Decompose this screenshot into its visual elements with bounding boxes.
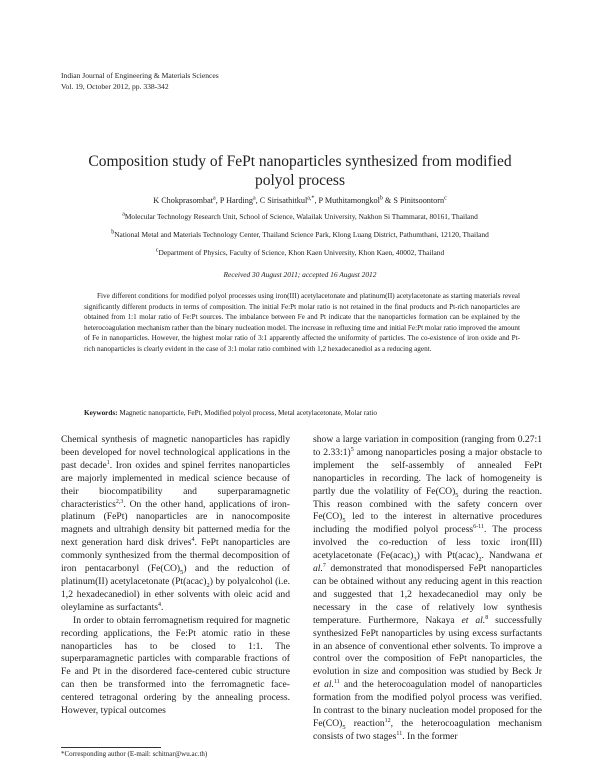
affiliation-b: [30, 229, 570, 240]
author: C Sirisathitkul: [259, 196, 308, 205]
author-mark: b: [379, 195, 383, 202]
body-paragraph: Chemical synthesis of magnetic nanoparticles has rapidly been developed for novel technological applications in the past decade$^1$. Iron oxides and spinel ferrites nanoparticles are majorly implemented in medical science because of their biocompatibility and superparamagnetic characteristics$^{2,3}$. On the other hand, applications of iron-platinum (FePt) nanoparticles are in nanocomposite magnets and ultrahigh density bit patterned media for the next generation hard disk drives$^4$. FePt nanoparticles are commonly synthesized from the thermal decomposition of iron pentacarbonyl $(Fe(CO)_5)$ and the reduction of platinum(II) acetylacetonate $(Pt(acac)_2)$ by polyalcohol (i.e. 1,2 hexadecanediol) in ether solvents with oleic acid and oleylamine as surfactants$^4$.: [61, 434, 290, 613]
author: K Chokprasombat: [153, 196, 214, 205]
journal-name: Indian Journal of Engineering & Materials Sciences: [61, 71, 219, 80]
affiliation-text: National Metal and Materials Technology Center, Thailand Science Park, Klong Luang District, Pathumthani, 12120, Thailand: [114, 230, 489, 239]
affiliation-text: Department of Physics, Faculty of Science, Khon Kaen University, Khon Kaen, 40002, Thailand: [158, 248, 445, 257]
author: S Pinitsoontorn: [393, 196, 445, 205]
keywords-text: Magnetic nanoparticle, FePt, Modified polyol process, Metal acetylacetonate, Molar ratio: [119, 409, 378, 417]
author-mark: a: [213, 195, 216, 202]
body-column-right: [313, 434, 542, 744]
journal-volume: Vol. 19, October 2012, pp. 338-342: [61, 82, 169, 91]
journal-header: [61, 70, 219, 92]
author: P Muthitamongkol: [318, 196, 380, 205]
corresponding-author-footnote: *Corresponding author (E-mail: schitnar@wu.ac.th): [61, 750, 208, 758]
affiliation-mark: c: [155, 247, 159, 254]
received-dates: Received 30 August 2011; accepted 16 August 2012: [223, 270, 377, 279]
affiliation-mark: a: [122, 211, 125, 218]
affiliation-c: [30, 247, 570, 258]
keywords-label: Keywords:: [84, 409, 118, 417]
footnote-divider: [61, 747, 161, 748]
title-line-2: polyol process: [255, 172, 345, 189]
body-paragraph: show a large variation in composition (ranging from 0.27:1 to 2.33:1)$^5$ among nanoparticles posing a major obstacle to implement the self-assembly of annealed FePt nanoparticles in recording. The lack of homogeneity is partly due the volatility of $Fe(CO)_5$ during the reaction. This reason combined with the safety concern over $Fe(CO)_5$ led to the interest in alternative procedures including the modified polyol process$^{6-11}$. The process involved the co-reduction of less toxic iron(III) acetylacetonate $(Fe(acac)_3)$ with $Pt(acac)_2$. Nandwana et al.$^7$ demonstrated that monodispersed FePt nanoparticles can be obtained without any reducing agent in this reaction and suggested that 1,2 hexadecanediol may only be necessary in the case of relatively low synthesis temperature. Furthermore, Nakaya et al.$^8$ successfully synthesized FePt nanoparticles by using excess surfactants in an absence of conventional ether solvents. To improve a control over the composition of FePt nanoparticles, the evolution in size and composition was studied by Beck Jr et al.$^{11}$ and the heterocoagulation model of nanoparticles formation from the modified polyol process was verified. In contrast to the binary nucleation model proposed for the $Fe(CO)_5$ reaction$^{12}$, the heterocoagulation mechanism consists of two stages$^{11}$. In the former: [313, 434, 543, 742]
author-list: K Chokprasombat$^a$, P Harding$^a$, C Sirisathitkul$^{a,*}$, P Muthitamongkol$^b$ & S Pinitsoontorn$^c$: [153, 195, 447, 205]
keywords: [84, 408, 520, 419]
affiliation-text: Molecular Technology Research Unit, School of Science, Walailak University, Nakhon Si Thammarat, 80161, Thailand: [124, 212, 478, 221]
body-paragraph: In order to obtain ferromagnetism required for magnetic recording applications, the Fe:Pt atomic ratio in these nanoparticles has to be closed to 1:1. The superparamagnetic particles with comparable fractions of Fe and Pt in the disordered face-centered cubic structure can then be transformed into the ferromagnetic face-centered tetragonal ordering by the annealing process. However, typical outcomes: [61, 614, 290, 717]
affiliation-mark: b: [111, 229, 115, 236]
body-column-left: [61, 434, 290, 718]
affiliation-a: [30, 211, 570, 222]
title-line-1: Composition study of FePt nanoparticles synthesized from modified: [88, 153, 512, 170]
author-mark: c: [444, 195, 447, 202]
author-mark: a,*: [307, 195, 315, 202]
author-mark: a: [252, 195, 256, 202]
author: P Harding: [219, 196, 253, 205]
paper-title: [60, 152, 540, 190]
abstract: Five different conditions for modified polyol processes using iron(III) acetylacetonate and platinum(II) acetylacetonate as starting materials reveal significantly different products in terms of composition. The initial Fe:Pt molar ratio is not retained in the final products and Pt-rich nanoparticles are obtained from 1:1 molar ratio of Fe:Pt sources. The imbalance between Fe and Pt indicate that the nanoparticles formation can be explained by the heterocoagulation mechanism rather than the binary nucleation model. The increase in refluxing time and initial Fe:Pt molar ratio improved the amount of Fe in nanoparticles. However, the highest molar ratio of 3:1 apparently affected the uniformity of particles. The co-existence of iron oxide and Pt-rich nanoparticles is clearly evident in the case of 3:1 molar ratio combined with 1,2 hexadecanediol as a reducing agent.: [84, 292, 520, 353]
